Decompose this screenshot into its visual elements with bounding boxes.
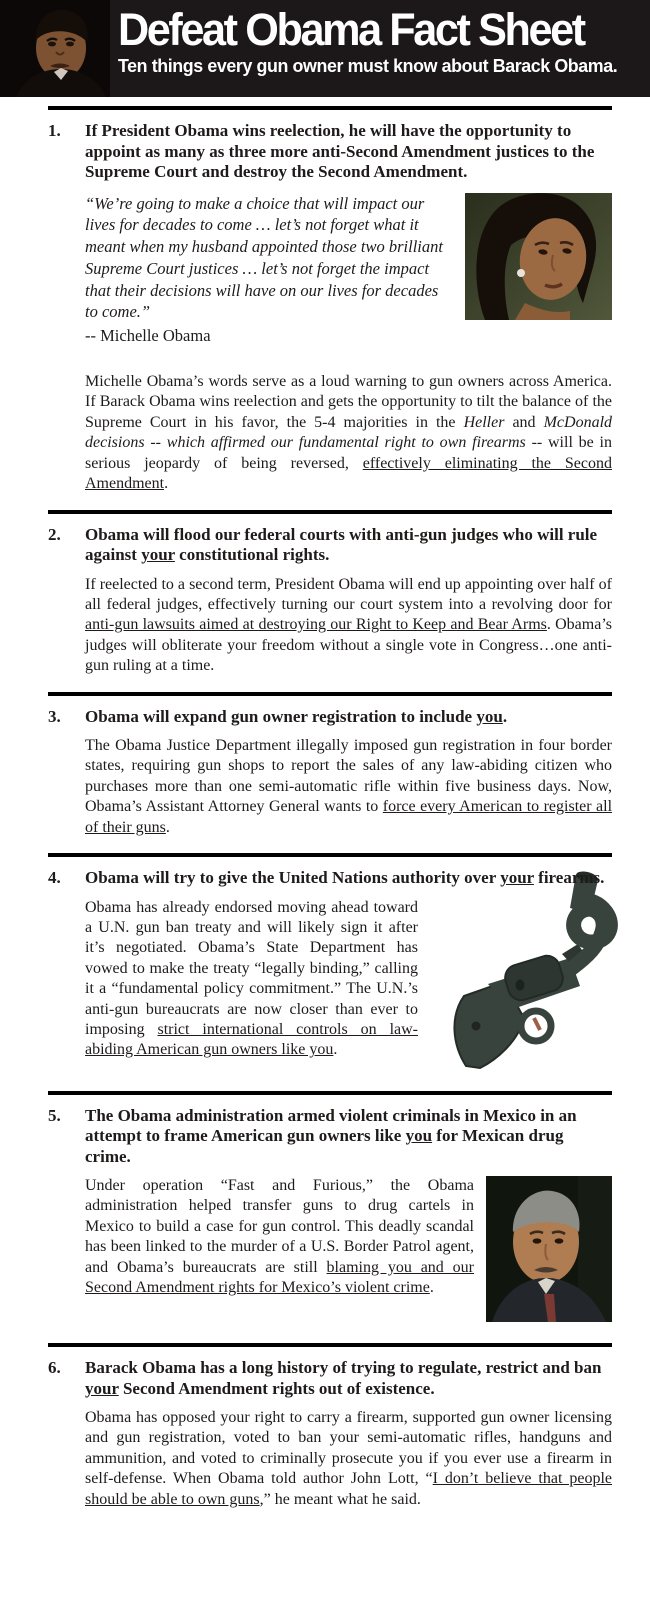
- paragraph-text: ,” he meant what he said.: [259, 1490, 421, 1508]
- paragraph-text: .: [429, 1279, 434, 1297]
- fact-item-5: [48, 1106, 612, 1329]
- heading-underlined-text: your: [500, 868, 534, 888]
- paragraph-text: Obama has already endorsed moving ahead toward a U.N. gun ban treaty and will likely sign it after it’s negotiated. Obama’s State Department has vowed to make the treaty “legally binding,” calling it a “fundamental policy commitment.” The U.N.’s anti-gun bureaucrats are now closer than ever to imposing: [85, 898, 418, 1039]
- item-heading: [85, 525, 612, 566]
- item-number: 3.: [48, 706, 61, 726]
- heading-underlined-text: you: [476, 706, 503, 726]
- item-paragraph: [85, 1176, 612, 1298]
- separator-rule: [48, 510, 612, 514]
- item-paragraph: [85, 1408, 612, 1510]
- paragraph-text: .: [165, 818, 170, 836]
- separator-rule: [48, 692, 612, 696]
- item-paragraph: [85, 898, 612, 1061]
- heading-text: Obama will try to give the United Nations authority over: [85, 868, 501, 888]
- item-number: 4.: [48, 868, 61, 888]
- heading-text: Obama will flood our federal courts with anti-gun judges who will rule against: [85, 524, 598, 565]
- paragraph-underlined-text: effectively eliminating the Second Amendment: [85, 454, 612, 493]
- heading-text: Obama will expand gun owner registration to include: [85, 706, 477, 726]
- heading-underlined-text: your: [85, 1378, 119, 1398]
- item-number: 5.: [48, 1105, 61, 1125]
- heading-text: constitutional rights.: [174, 545, 330, 565]
- quote-text: “We’re going to make a choice that will impact our lives for decades to come … let’s not forget what it meant when my husband appointed those two brilliant Supreme Court justices … let’s not forget the impact that their decisions will have on our lives for decades to come.”: [85, 193, 443, 322]
- item-heading: [85, 868, 612, 889]
- paragraph-text: -- will be in serious jeopardy of being reversed,: [85, 434, 613, 472]
- header-text-block: [110, 0, 650, 97]
- fact-item-1: [48, 121, 612, 495]
- paragraph-text: If reelected to a second term, President Obama will end up appointing over half of all federal judges, effectively turning our court system into a revolving door for: [85, 575, 612, 613]
- item-heading: [85, 1358, 612, 1399]
- eric-holder-photo: [486, 1176, 612, 1322]
- heading-text: Barack Obama has a long history of trying to regulate, restrict and ban: [85, 1358, 602, 1378]
- quote-attribution: -- Michelle Obama: [85, 326, 211, 346]
- heading-text: Second Amendment rights out of existence.: [118, 1378, 435, 1398]
- paragraph-underlined-text: force every American to register all of their guns: [85, 798, 613, 836]
- separator-rule: [48, 853, 612, 857]
- paragraph-text: .: [333, 1041, 338, 1059]
- fact-item-4: [48, 868, 612, 1076]
- item-heading: [85, 1106, 612, 1168]
- heading-text: .: [502, 706, 508, 726]
- paragraph-text: Under operation “Fast and Furious,” the Obama administration helped transfer guns to drug cartels in Mexico to build a case for gun control. This deadly scandal has been linked to the murder of a U.S. Border Patrol agent, and Obama’s bureaucrats are still: [85, 1177, 474, 1276]
- paragraph-text: Obama has opposed your right to carry a firearm, supported gun owner licensing and gun registration, voted to ban your semi-automatic rifles, handguns and ammunition, and voted to criminally prosecute you if you ever use a firearm in self-defense. When Obama told author John Lott, “: [85, 1409, 612, 1488]
- michelle-obama-photo: [465, 193, 612, 320]
- fact-item-6: [48, 1358, 612, 1510]
- heading-underlined-text: your: [141, 545, 175, 565]
- paragraph-text: Michelle Obama’s words serve as a loud warning to gun owners across America. If Barack Obama wins reelection and gets the opportunity to tilt the balance of the Supreme Court in his favor, the 5-4 majorities in the: [85, 373, 612, 431]
- paragraph-text: and: [504, 413, 544, 431]
- separator-rule: [48, 1343, 612, 1347]
- item-number: 6.: [48, 1358, 61, 1378]
- paragraph-text: .: [164, 475, 169, 493]
- paragraph-underlined-text: blaming you and our Second Amendment rights for Mexico’s violent crime: [85, 1258, 474, 1297]
- michelle-quote-block: [85, 193, 612, 348]
- header-banner: [0, 0, 650, 97]
- fact-list: [0, 106, 650, 1538]
- heading-text: for Mexican drug crime.: [85, 1126, 564, 1166]
- item-heading: [85, 707, 612, 728]
- page-subtitle: Ten things every gun owner must know about Barack Obama.: [118, 56, 618, 76]
- paragraph-text: The Obama Justice Department illegally imposed gun registration in four border states, requiring gun shops to report the sales of any law-abiding citizen who purchases more than one semi-automatic rifle within five business days. Now, Obama’s Assistant Attorney General wants to: [85, 737, 612, 816]
- item-number: 2.: [48, 524, 61, 544]
- fact-item-3: [48, 707, 612, 839]
- knotted-revolver-sculpture: [430, 868, 620, 1070]
- heading-text: The Obama administration armed violent criminals in Mexico in an attempt to frame American gun owners like: [85, 1105, 577, 1146]
- item-heading: [85, 121, 612, 183]
- item-paragraph: [85, 575, 612, 677]
- barack-obama-photo: [0, 0, 110, 97]
- paragraph-italic-text: McDonald decisions -- which affirmed our fundamental right to own firearms: [85, 413, 613, 452]
- heading-underlined-text: you: [405, 1126, 433, 1146]
- separator-rule: [48, 106, 612, 110]
- heading-text: If President Obama wins reelection, he will have the opportunity to appoint as many as three more anti-Second Amendment justices to the Supreme Court and destroy the Second Amendment.: [85, 121, 595, 181]
- separator-rule: [48, 1091, 612, 1095]
- item-paragraph: [85, 736, 612, 838]
- heading-text: firearms.: [533, 868, 605, 888]
- fact-item-2: [48, 525, 612, 677]
- paragraph-text: . Obama’s judges will obliterate your freedom without a single vote in Congress…one anti-gun ruling at a time.: [85, 616, 612, 675]
- paragraph-italic-text: Heller: [463, 413, 505, 431]
- paragraph-underlined-text: strict international controls on law-abiding American gun owners like you: [85, 1021, 418, 1059]
- item-paragraph: [85, 372, 612, 494]
- page-title: Defeat Obama Fact Sheet: [118, 4, 584, 55]
- paragraph-underlined-text: anti-gun lawsuits aimed at destroying our Right to Keep and Bear Arms: [85, 616, 547, 634]
- paragraph-underlined-text: I don’t believe that people should be able to own guns: [85, 1470, 612, 1508]
- item-number: 1.: [48, 121, 61, 140]
